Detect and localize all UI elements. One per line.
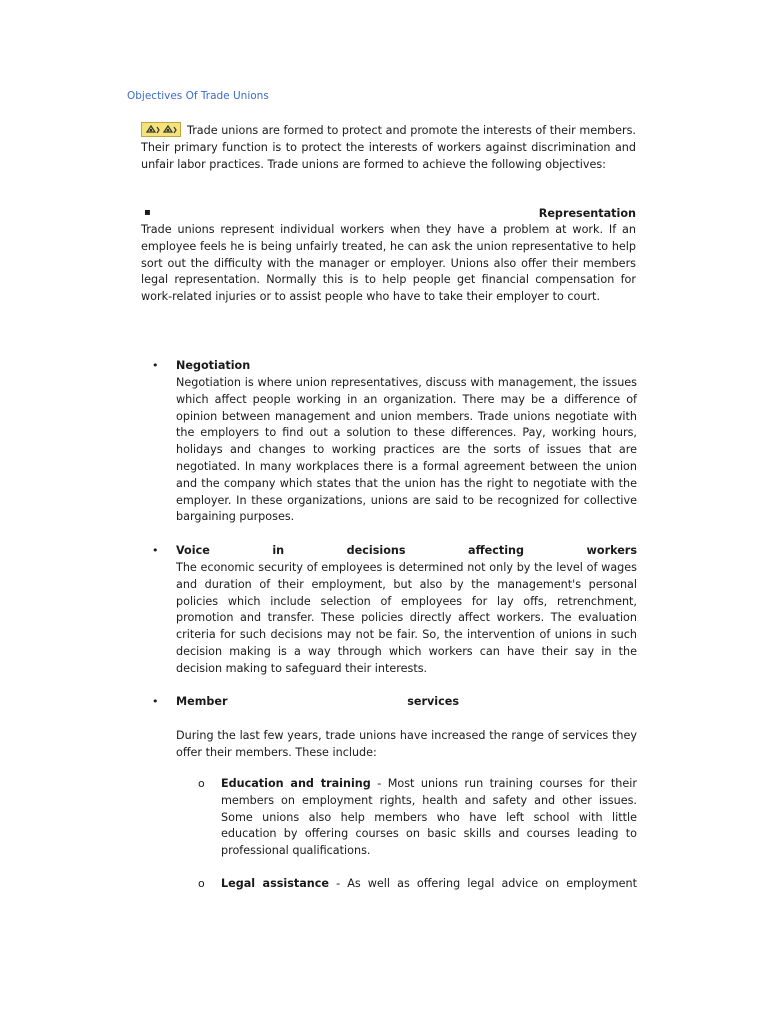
heading-word: Member — [176, 695, 228, 708]
service-label: Legal assistance — [221, 877, 329, 890]
disc-bullet: • — [152, 359, 159, 372]
section-heading-voice — [176, 543, 637, 560]
disc-bullet: • — [152, 695, 159, 708]
section-heading-member-services — [176, 694, 459, 711]
heading-word: decisions — [346, 544, 406, 557]
section-body-representation: Trade unions represent individual workers when they have a problem at work. If an employee feels he is being unfairly treated, he can ask the union representative to help sort out the difficulty with the manager or employer. Unions also offer their members legal representation. Normally this is to help people get financial compensation for work-related injuries or to assist people who have to take their employer to court. — [141, 223, 636, 304]
section-body-member-services: During the last few years, trade unions have increased the range of services they offer their members. These include: — [176, 729, 637, 759]
heading-word: Voice — [176, 544, 210, 557]
circle-bullet: o — [198, 777, 205, 790]
service-text: - As well as offering legal advice on employment — [328, 877, 637, 890]
heading-word: services — [407, 695, 459, 708]
heading-word: affecting — [468, 544, 525, 557]
heading-word: in — [272, 544, 285, 557]
service-text: - Most unions run training courses for their members on employment rights, health and safety and other issues. Some unions also help members who have left school with little education by offering courses on basic skills and courses leading to professional qualifications. — [221, 777, 637, 858]
square-bullet: ▪ — [144, 207, 151, 218]
section-body-negotiation: Negotiation is where union representatives, discuss with management, the issues which affect people working in an organization. There may be a difference of opinion between management and union members. Trade unions negotiate with the employers to find out a solution to these differences. Pay, working hours, holidays and changes to working practices are the sorts of issues that are negotiated. In many workplaces there is a formal agreement between the union and the company which states that the union has the right to negotiate with the employer. In these organizations, unions are said to be recognized for collective bargaining purposes. — [176, 376, 637, 524]
service-legal-assistance — [221, 876, 637, 893]
service-education-training — [221, 776, 637, 860]
page-title: Objectives Of Trade Unions — [127, 90, 269, 102]
heading-word: workers — [586, 544, 637, 557]
circle-bullet: o — [198, 877, 205, 890]
section-heading-representation: Representation — [538, 207, 636, 220]
section-heading-negotiation: Negotiation — [176, 359, 251, 372]
disc-bullet: • — [152, 544, 159, 557]
service-label: Education and training — [221, 777, 371, 790]
decorative-icon — [141, 122, 181, 137]
intro-text: Trade unions are formed to protect and promote the interests of their members. Their primary function is to protect the interests of workers against discrimination and unfair labor practices. Trade unions are formed to achieve the following objectives: — [141, 124, 636, 171]
section-body-voice: The economic security of employees is determined not only by the level of wages and duration of their employment, but also by the management's personal policies which include selection of employees for lay offs, retrenchment, promotion and transfer. These policies directly affect workers. The evaluation criteria for such decisions may not be fair. So, the intervention of unions in such decision making is a way through which workers can have their say in the decision making to safeguard their interests. — [176, 561, 637, 675]
intro-paragraph — [141, 122, 636, 173]
